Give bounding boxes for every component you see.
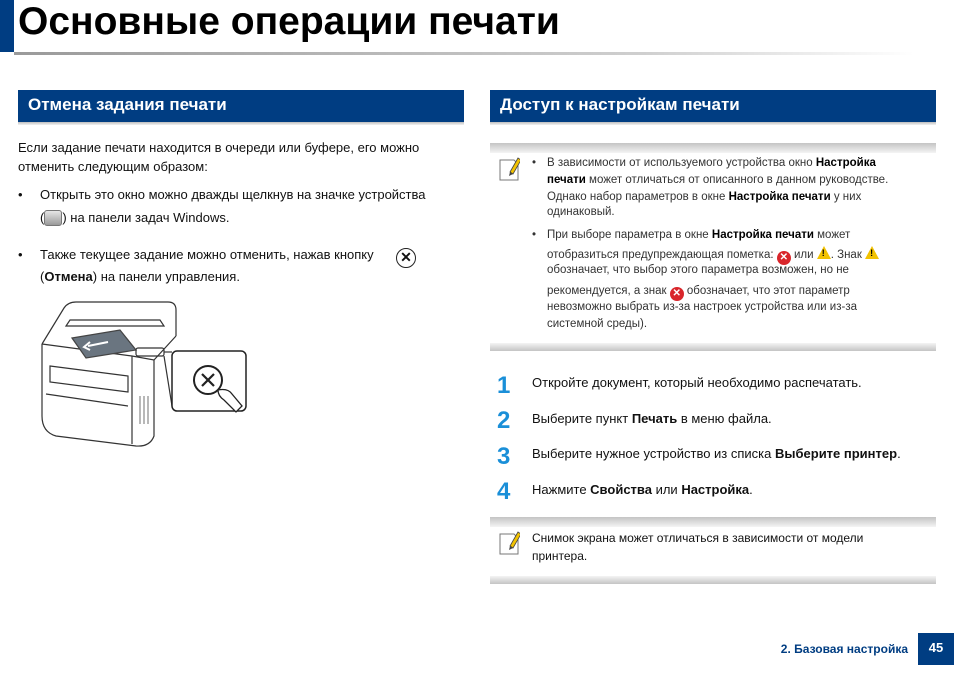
page-title: Основные операции печати bbox=[18, 0, 560, 43]
bullet-marker: • bbox=[18, 247, 23, 262]
note-bullet-marker: • bbox=[532, 157, 537, 169]
bullet-2-line-1: Также текущее задание можно отменить, нажав кнопку bbox=[40, 247, 374, 262]
intro-line-2: отменить следующим образом: bbox=[18, 159, 208, 174]
step-number: 3 bbox=[497, 443, 511, 470]
note-text: или bbox=[793, 249, 814, 261]
page-number: 45 bbox=[918, 633, 954, 665]
note-text: может bbox=[817, 229, 851, 241]
bullet-1-line-1: Открыть это окно можно дважды щелкнув на значке устройства bbox=[40, 187, 426, 202]
note-bullet-marker: • bbox=[532, 229, 537, 241]
step-text bbox=[532, 375, 862, 390]
panel-text: ) на панели управления. bbox=[92, 269, 240, 284]
note2-line1: Снимок экрана может отличаться в зависимости от модели bbox=[532, 531, 864, 545]
note-text: В зависимости от используемого устройства окно bbox=[547, 157, 813, 169]
printer-illustration bbox=[36, 296, 250, 448]
bullet-1-line-2 bbox=[40, 208, 229, 228]
note1-b2-line6: системной среды). bbox=[547, 318, 648, 330]
note1-b1-line1 bbox=[547, 155, 876, 172]
note-bold: печати bbox=[547, 174, 586, 186]
section-heading-shadow bbox=[18, 122, 464, 125]
error-icon: ✕ bbox=[670, 287, 684, 301]
note-top-border bbox=[490, 517, 936, 527]
note-text: При выборе параметра в окне bbox=[547, 229, 709, 241]
bullet-2-line-2 bbox=[40, 267, 240, 287]
step-text-part: . bbox=[749, 482, 753, 497]
step-bold: Печать bbox=[631, 411, 678, 426]
section-heading-cancel: Отмена задания печати bbox=[18, 90, 464, 122]
note1-b2-line1 bbox=[547, 227, 850, 244]
step-text-part: или bbox=[651, 482, 682, 497]
note-text: у них bbox=[833, 191, 862, 203]
paren-open: ( bbox=[40, 269, 45, 284]
title-divider bbox=[14, 52, 914, 55]
step-text-part: Выберите пункт bbox=[532, 411, 632, 426]
cancel-button-icon: ✕ bbox=[396, 248, 416, 268]
taskbar-text: ) на панели задач Windows. bbox=[62, 210, 230, 225]
step-text-part: в меню файла. bbox=[677, 411, 772, 426]
paren-open: ( bbox=[40, 210, 45, 225]
device-tray-icon bbox=[44, 210, 62, 226]
step-number: 1 bbox=[497, 372, 511, 399]
bullet-marker: • bbox=[18, 187, 23, 202]
section-heading-settings: Доступ к настройкам печати bbox=[490, 90, 936, 122]
note-pencil-icon bbox=[498, 156, 520, 182]
warning-glyph: ! bbox=[870, 248, 874, 258]
title-accent-bar bbox=[0, 0, 14, 52]
warning-glyph: ! bbox=[821, 248, 825, 258]
step-text-part: . bbox=[897, 446, 901, 461]
step-number: 4 bbox=[497, 478, 511, 505]
note-text: Однако набор параметров в окне bbox=[547, 191, 726, 203]
step-bold: Свойства bbox=[590, 482, 652, 497]
step-text bbox=[532, 411, 772, 426]
step-text-part: Откройте документ, который необходимо распечатать. bbox=[532, 375, 862, 390]
note-text: обозначает, что этот параметр bbox=[686, 285, 850, 297]
error-icon: ✕ bbox=[777, 251, 791, 265]
footer-section-label: 2. Базовая настройка bbox=[780, 642, 908, 656]
step-text bbox=[532, 446, 901, 461]
intro-line-1: Если задание печати находится в очереди или буфере, его можно bbox=[18, 140, 420, 155]
note-text: рекомендуется, а знак bbox=[547, 285, 667, 297]
note-bold: Настройка печати bbox=[711, 229, 814, 241]
note-bottom-border bbox=[490, 576, 936, 584]
note1-b1-line4: одинаковый. bbox=[547, 206, 615, 218]
step-text-part: Выберите нужное устройство из списка bbox=[532, 446, 775, 461]
note-bold: Настройка печати bbox=[728, 191, 831, 203]
warning-icon bbox=[865, 246, 879, 259]
note-text: отобразиться предупреждающая пометка: bbox=[547, 249, 774, 261]
note-bold: Настройка bbox=[815, 157, 876, 169]
note-text: . Знак bbox=[830, 249, 862, 261]
section-heading-shadow bbox=[490, 122, 936, 125]
note-bottom-border bbox=[490, 343, 936, 351]
note-top-border bbox=[490, 143, 936, 153]
warning-icon bbox=[817, 246, 831, 259]
step-number: 2 bbox=[497, 407, 511, 434]
note1-b2-line5: невозможно выбрать из-за настроек устройства или из-за bbox=[547, 301, 857, 313]
step-text-part: Нажмите bbox=[532, 482, 591, 497]
note-pencil-icon bbox=[498, 530, 520, 556]
cancel-label: Отмена bbox=[44, 269, 93, 284]
step-text bbox=[532, 482, 753, 497]
note-text: может отличаться от описанного в данном руководстве. bbox=[589, 174, 889, 186]
note1-b1-line2 bbox=[547, 172, 888, 189]
step-bold: Выберите принтер bbox=[775, 446, 898, 461]
note2-line2: принтера. bbox=[532, 549, 588, 563]
step-bold: Настройка bbox=[681, 482, 750, 497]
note1-b2-line3: обозначает, что выбор этого параметра возможен, но не bbox=[547, 264, 849, 276]
